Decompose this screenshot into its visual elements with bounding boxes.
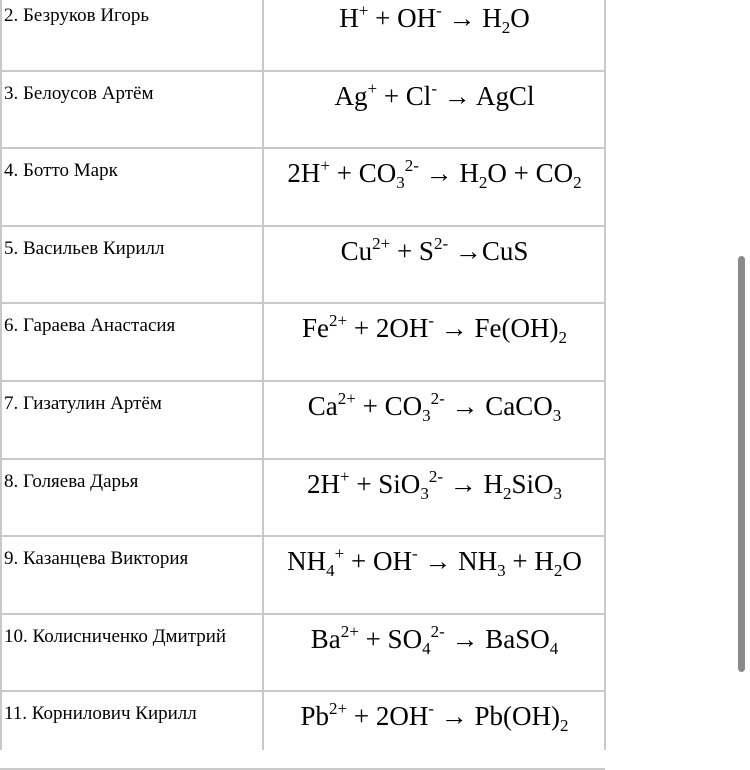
equation-text: + CO — [355, 391, 423, 421]
equation-text: → CaCO — [444, 391, 553, 421]
equation-text: NH — [287, 546, 327, 577]
ionic-equation — [264, 1, 605, 37]
equation-text: SiO — [511, 468, 554, 499]
equation-text: Ca — [307, 391, 338, 421]
equation-subscript: 4 — [422, 638, 431, 658]
equation-text: → H — [442, 468, 503, 499]
ionic-equation — [264, 389, 605, 425]
student-name: 2. Безруков Игорь — [4, 5, 150, 26]
student-name: 3. Белоусов Артём — [4, 82, 154, 104]
equation-subscript: 2 — [501, 18, 511, 37]
equation-superscript: 2- — [433, 233, 449, 253]
equation-text: Cu — [340, 235, 373, 266]
equation-superscript: 2+ — [329, 311, 348, 331]
equation-text: → Fe(OH) — [434, 313, 559, 344]
equation-superscript: 2- — [430, 389, 445, 408]
row-divider — [0, 70, 605, 72]
equation-text: Ag — [334, 80, 368, 111]
equation-text: + S — [390, 235, 434, 266]
equation-superscript: - — [431, 78, 437, 98]
equation-text: Ba — [310, 623, 341, 654]
equation-text: + CO — [329, 158, 397, 189]
equation-text: Fe — [302, 313, 329, 344]
equation-text: + 2OH — [347, 313, 429, 344]
student-name: 10. Колисниченко Дмитрий — [4, 625, 227, 647]
equation-superscript: - — [411, 544, 418, 564]
student-name: 7. Гизатулин Артём — [4, 393, 162, 414]
equation-superscript: - — [436, 1, 442, 20]
equation-text: O + CO — [487, 158, 574, 189]
equation-subscript: 3 — [553, 483, 563, 503]
equation-subscript: 2 — [560, 716, 569, 736]
equation-superscript: + — [339, 466, 350, 486]
equation-subscript: 2 — [573, 173, 582, 193]
equation-subscript: 3 — [422, 406, 431, 425]
ionic-equation — [264, 544, 605, 581]
row-divider — [0, 535, 605, 537]
equation-superscript: - — [428, 311, 434, 331]
equation-superscript: 2- — [428, 466, 443, 486]
student-name: 6. Гараева Анастасия — [4, 315, 176, 337]
equation-text: H — [339, 3, 359, 33]
equation-text: + OH — [368, 3, 437, 33]
equation-text: → AgCl — [436, 80, 535, 111]
equation-superscript: + — [358, 1, 369, 20]
row-divider — [0, 302, 605, 304]
equation-text: + SiO — [349, 468, 421, 499]
row-divider — [0, 458, 605, 460]
equation-superscript: + — [367, 78, 378, 98]
row-divider — [0, 225, 605, 227]
equation-subscript: 3 — [396, 173, 405, 193]
equation-text: Pb — [300, 701, 330, 732]
ionic-equation — [264, 78, 605, 111]
ionic-equation — [264, 699, 605, 736]
equation-subscript: 4 — [549, 638, 559, 658]
equation-text: →CuS — [448, 235, 529, 266]
equation-text: → BaSO — [444, 623, 550, 654]
equation-superscript: + — [334, 544, 345, 564]
student-name: 5. Васильев Кирилл — [4, 237, 165, 259]
equation-subscript: 2 — [558, 328, 567, 348]
equation-superscript: 2+ — [372, 233, 391, 253]
equation-superscript: 2+ — [337, 389, 356, 408]
student-name: 4. Ботто Марк — [4, 160, 118, 182]
equation-text: + H — [505, 546, 554, 577]
equation-text: + Cl — [377, 80, 432, 111]
equation-text: 2H — [306, 468, 340, 499]
equation-subscript: 4 — [326, 561, 335, 581]
student-name: 8. Голяева Дарья — [4, 470, 139, 492]
equation-superscript: - — [428, 699, 435, 719]
equation-subscript: 2 — [502, 483, 512, 503]
equation-text: 2H — [287, 158, 321, 189]
column-divider — [0, 0, 2, 750]
equation-superscript: 2+ — [340, 621, 359, 641]
equation-superscript: 2- — [404, 156, 419, 176]
equation-text: O — [510, 3, 530, 33]
equation-text: + 2OH — [347, 701, 429, 732]
ionic-equation — [264, 466, 605, 503]
equation-text: → Pb(OH) — [434, 701, 561, 732]
equation-text: + OH — [344, 546, 412, 577]
row-divider — [0, 380, 605, 382]
equation-superscript: 2- — [430, 621, 445, 641]
equation-superscript: 2+ — [329, 699, 348, 719]
vertical-scrollbar[interactable] — [738, 256, 745, 672]
equation-subscript: 3 — [552, 406, 562, 425]
student-name: 11. Корнилович Кирилл — [4, 703, 197, 725]
equation-text: → NH — [417, 546, 498, 577]
ionic-equation — [264, 621, 605, 658]
ionic-equation — [264, 233, 605, 266]
equation-subscript: 3 — [420, 483, 429, 503]
student-name: 9. Казанцева Виктория — [4, 548, 189, 570]
equation-text: + SO — [358, 623, 423, 654]
row-divider — [0, 147, 605, 149]
equation-subscript: 3 — [497, 561, 506, 581]
equation-superscript: + — [320, 156, 330, 176]
equation-text: O — [562, 546, 582, 577]
equation-text: → H — [441, 3, 502, 33]
ionic-equation — [264, 156, 605, 193]
equation-subscript: 2 — [553, 561, 563, 581]
equation-text: → H — [418, 158, 479, 189]
equation-subscript: 2 — [478, 173, 488, 193]
row-divider — [0, 613, 605, 615]
ionic-equation — [264, 311, 605, 348]
row-divider — [0, 690, 605, 692]
